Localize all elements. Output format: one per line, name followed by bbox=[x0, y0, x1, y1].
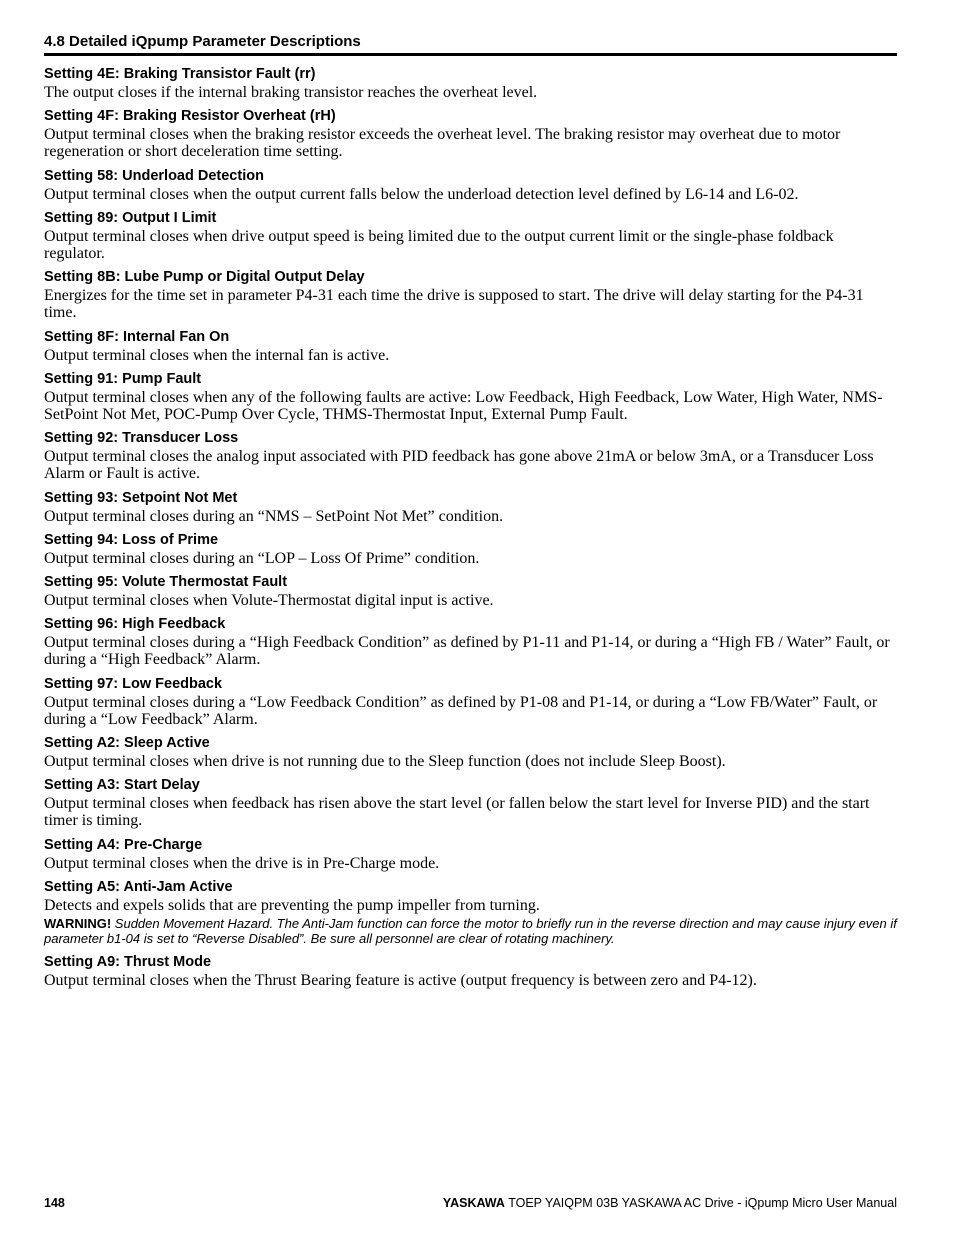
setting-heading: Setting A5: Anti-Jam Active bbox=[44, 878, 233, 895]
setting-heading: Setting 96: High Feedback bbox=[44, 616, 226, 633]
setting-heading: Setting 91: Pump Fault bbox=[44, 370, 202, 387]
setting-description: Output terminal closes during an “LOP – Loss Of Prime” condition. bbox=[44, 549, 480, 567]
setting-92 bbox=[44, 429, 897, 482]
setting-heading: Setting A3: Start Delay bbox=[44, 777, 200, 794]
setting-58 bbox=[44, 167, 897, 203]
setting-a2 bbox=[44, 734, 897, 770]
page-number: 148 bbox=[44, 1196, 65, 1210]
setting-heading: Setting 94: Loss of Prime bbox=[44, 531, 219, 548]
setting-heading: Setting 4F: Braking Resistor Overheat (rH) bbox=[44, 108, 336, 125]
brand-name: YASKAWA bbox=[442, 1196, 505, 1210]
setting-description: Output terminal closes when feedback has risen above the start level (or fallen below the start level for Inverse PID) and the start timer is timing. bbox=[44, 795, 870, 830]
manual-name: TOEP YAIQPM 03B YASKAWA AC Drive - iQpump Micro User Manual bbox=[508, 1196, 897, 1210]
setting-heading: Setting 95: Volute Thermostat Fault bbox=[44, 574, 288, 591]
setting-description: Output terminal closes the analog input associated with PID feedback has gone above 21mA or below 3mA, or a Transducer Loss Alarm or Fault is active. bbox=[44, 448, 874, 483]
setting-97 bbox=[44, 675, 897, 728]
warning-note bbox=[44, 917, 897, 946]
setting-description: Output terminal closes when drive is not running due to the Sleep function (does not include Sleep Boost). bbox=[44, 753, 726, 771]
setting-94 bbox=[44, 531, 897, 567]
setting-heading: Setting 58: Underload Detection bbox=[44, 167, 264, 184]
setting-description: Energizes for the time set in parameter P4-31 each time the drive is supposed to start. The drive will delay starting for the P4-31 time. bbox=[44, 287, 864, 322]
setting-description: Output terminal closes when drive output speed is being limited due to the output current limit or the single-phase foldback regulator. bbox=[44, 227, 834, 263]
setting-heading: Setting A4: Pre-Charge bbox=[44, 836, 203, 853]
setting-a4 bbox=[44, 836, 897, 872]
page-footer bbox=[44, 1194, 897, 1212]
setting-a9 bbox=[44, 953, 897, 989]
setting-description: Output terminal closes when the output current falls below the underload detection level defined by L6-14 and L6-02. bbox=[44, 185, 799, 203]
setting-93 bbox=[44, 489, 897, 525]
setting-description: Output terminal closes during a “Low Feedback Condition” as defined by P1-08 and P1-14, or during a “Low FB/Water” Fault, or during a “Low Feedback” Alarm. bbox=[44, 693, 878, 728]
setting-heading: Setting 8F: Internal Fan On bbox=[44, 328, 230, 345]
setting-a3 bbox=[44, 776, 897, 829]
setting-96 bbox=[44, 615, 897, 668]
setting-heading: Setting 89: Output I Limit bbox=[44, 209, 217, 226]
setting-description: Output terminal closes when any of the following faults are active: Low Feedback, High Feedback, Low Water, High Water, NMS-SetPoint Not Met, POC-Pump Over Cycle, THMS-Thermostat Input, External Pump Fault. bbox=[44, 388, 883, 424]
manual-title bbox=[443, 1194, 897, 1212]
setting-description: Output terminal closes when Volute-Thermostat digital input is active. bbox=[44, 592, 494, 610]
warning-label: WARNING! bbox=[44, 916, 112, 932]
setting-description: Output terminal closes when the drive is in Pre-Charge mode. bbox=[44, 854, 440, 872]
setting-description: Detects and expels solids that are preventing the pump impeller from turning. bbox=[44, 896, 540, 914]
setting-heading: Setting 92: Transducer Loss bbox=[44, 430, 239, 447]
setting-91 bbox=[44, 370, 897, 423]
setting-heading: Setting A2: Sleep Active bbox=[44, 735, 210, 752]
setting-heading: Setting 93: Setpoint Not Met bbox=[44, 489, 238, 506]
setting-heading: Setting 97: Low Feedback bbox=[44, 675, 223, 692]
setting-heading: Setting 4E: Braking Transistor Fault (rr) bbox=[44, 66, 316, 82]
setting-a5 bbox=[44, 878, 897, 946]
setting-4f bbox=[44, 107, 897, 160]
setting-89 bbox=[44, 209, 897, 262]
settings-list bbox=[44, 65, 897, 989]
setting-description: Output terminal closes during a “High Feedback Condition” as defined by P1-11 and P1-14, or during a “High FB / Water” Fault, or during a “High Feedback” Alarm. bbox=[44, 634, 890, 669]
setting-4e bbox=[44, 65, 897, 101]
setting-95 bbox=[44, 573, 897, 609]
setting-description: The output closes if the internal braking transistor reaches the overheat level. bbox=[44, 84, 538, 101]
setting-8f bbox=[44, 328, 897, 364]
setting-description: Output terminal closes when the internal fan is active. bbox=[44, 346, 390, 364]
warning-text: Sudden Movement Hazard. The Anti-Jam function can force the motor to briefly run in the reverse direction and may cause injury even if parameter b1-04 is set to “Reverse Disabled”. Be sure all personnel are clear of rotating machinery. bbox=[44, 916, 897, 946]
page-content bbox=[44, 32, 897, 995]
setting-description: Output terminal closes during an “NMS – SetPoint Not Met” condition. bbox=[44, 507, 504, 525]
setting-heading: Setting A9: Thrust Mode bbox=[44, 954, 212, 971]
setting-heading: Setting 8B: Lube Pump or Digital Output Delay bbox=[44, 269, 365, 286]
setting-description: Output terminal closes when the Thrust Bearing feature is active (output frequency is between zero and P4-12). bbox=[44, 972, 757, 990]
setting-8b bbox=[44, 268, 897, 321]
setting-description: Output terminal closes when the braking resistor exceeds the overheat level. The braking resistor may overheat due to motor regeneration or short deceleration time setting. bbox=[44, 126, 841, 161]
running-header: 4.8 Detailed iQpump Parameter Descriptions bbox=[44, 32, 897, 56]
